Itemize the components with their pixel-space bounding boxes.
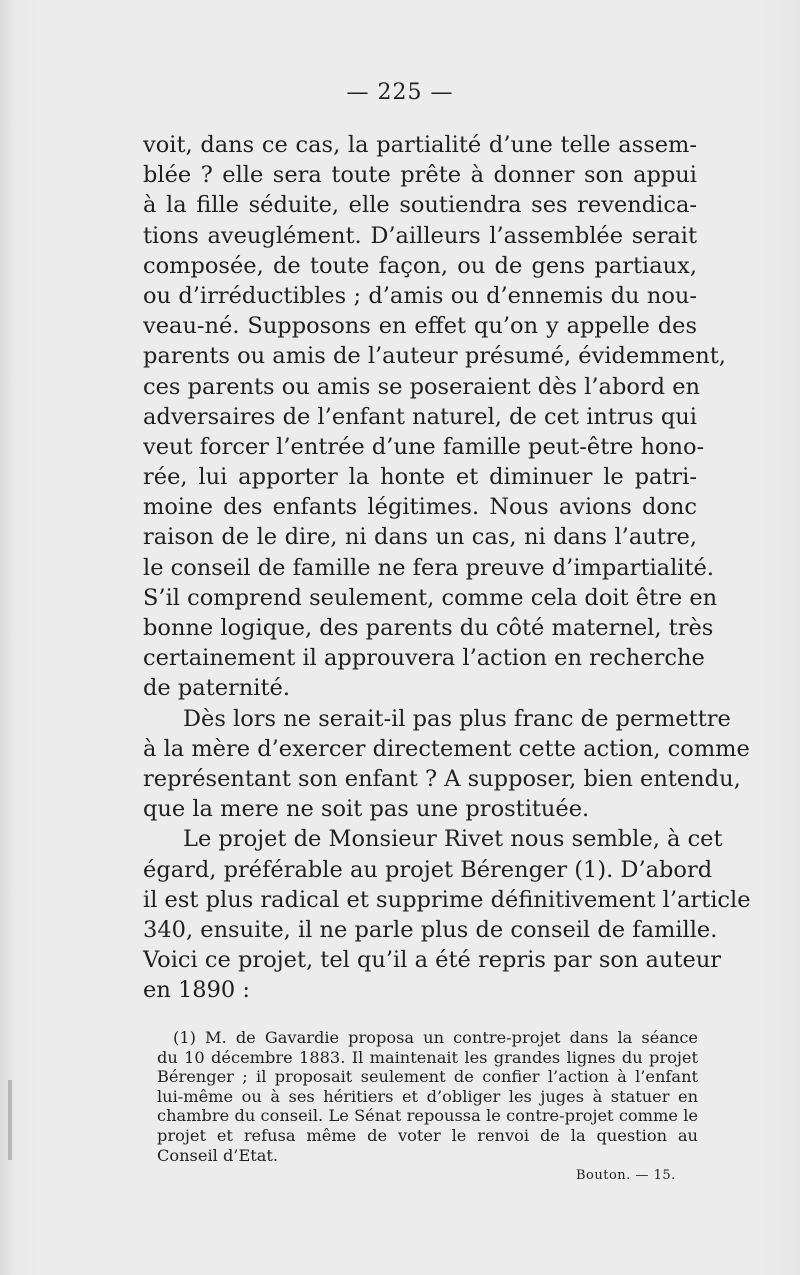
body-line: voit, dans ce cas, la partialité d’une telle assem- [143, 132, 697, 158]
footnote-line: projet et refusa même de voter le renvoi de la question au [157, 1125, 698, 1145]
body-line: ou d’irréductibles ; d’amis ou d’ennemis du nou- [143, 282, 697, 309]
body-line: Dès lors ne serait-il pas plus franc de permettre [183, 705, 731, 732]
footnote-line: lui-même ou à ses héritiers et d’obliger les juges à statuer en [157, 1086, 698, 1106]
body-line: Le projet de Monsieur Rivet nous semble, à cet [183, 826, 723, 853]
footnote-line: chambre du conseil. Le Sénat repoussa le contre-projet comme le [157, 1106, 698, 1126]
body-line: Voici ce projet, tel qu’il a été repris par son auteur [143, 947, 722, 974]
body-line: que la mere ne soit pas une prostituée. [143, 796, 590, 823]
footnote-line: du 10 décembre 1883. Il maintenait les grandes lignes du projet [157, 1047, 698, 1067]
body-line: veau-né. Supposons en effet qu’on y appelle des [143, 313, 697, 340]
footnote [157, 1028, 698, 1165]
body-line: S’il comprend seulement, comme cela doit être en [143, 584, 718, 611]
body-line: raison de le dire, ni dans un cas, ni dans l’autre, [143, 524, 697, 551]
page-edge-mark [8, 1080, 12, 1160]
body-line: certainement il approuvera l’action en recherche [143, 645, 705, 672]
body-line: rée, lui apporter la honte et diminuer le patri- [143, 464, 697, 491]
body-line: en 1890 : [143, 977, 250, 1004]
footnote-line: (1) M. de Gavardie proposa un contre-projet dans la séance [173, 1028, 698, 1047]
body-line: égard, préférable au projet Bérenger (1). D’abord [143, 856, 713, 883]
body-line: à la mère d’exercer directement cette action, comme [143, 735, 750, 762]
body-line: bonne logique, des parents du côté maternel, très [143, 615, 714, 641]
page-number: — 225 — [346, 80, 454, 105]
body-line: tions aveuglément. D’ailleurs l’assemblée serait [143, 222, 697, 249]
body-line: ces parents ou amis se poseraient dès l’abord en [143, 373, 701, 400]
body-line: représentant son enfant ? A supposer, bien entendu, [143, 765, 741, 792]
footnote-line: Conseil d’Etat. [157, 1145, 279, 1165]
body-line: adversaires de l’enfant naturel, de cet intrus qui [143, 403, 697, 430]
body-line: 340, ensuite, il ne parle plus de conseil de famille. [143, 916, 718, 943]
signature-mark: Bouton. — 15. [576, 1168, 676, 1183]
body-line: à la fille séduite, elle soutiendra ses revendica- [143, 192, 697, 219]
footnote-line: Bérenger ; il proposait seulement de confier l’action à l’enfant [157, 1067, 698, 1087]
body-line: moine des enfants légitimes. Nous avions donc [143, 494, 697, 521]
body-line: veut forcer l’entrée d’une famille peut-être hono- [143, 433, 705, 460]
body-line: de paternité. [143, 675, 290, 702]
body-text [143, 130, 751, 1005]
body-line: blée ? elle sera toute prête à donner son appui [143, 162, 697, 189]
body-line: composée, de toute façon, ou de gens partiaux, [143, 252, 697, 279]
body-line: parents ou amis de l’auteur présumé, évidemment, [143, 343, 726, 370]
body-line: il est plus radical et supprime définitivement l’article [143, 886, 751, 913]
body-line: le conseil de famille ne fera preuve d’impartialité. [143, 554, 714, 581]
